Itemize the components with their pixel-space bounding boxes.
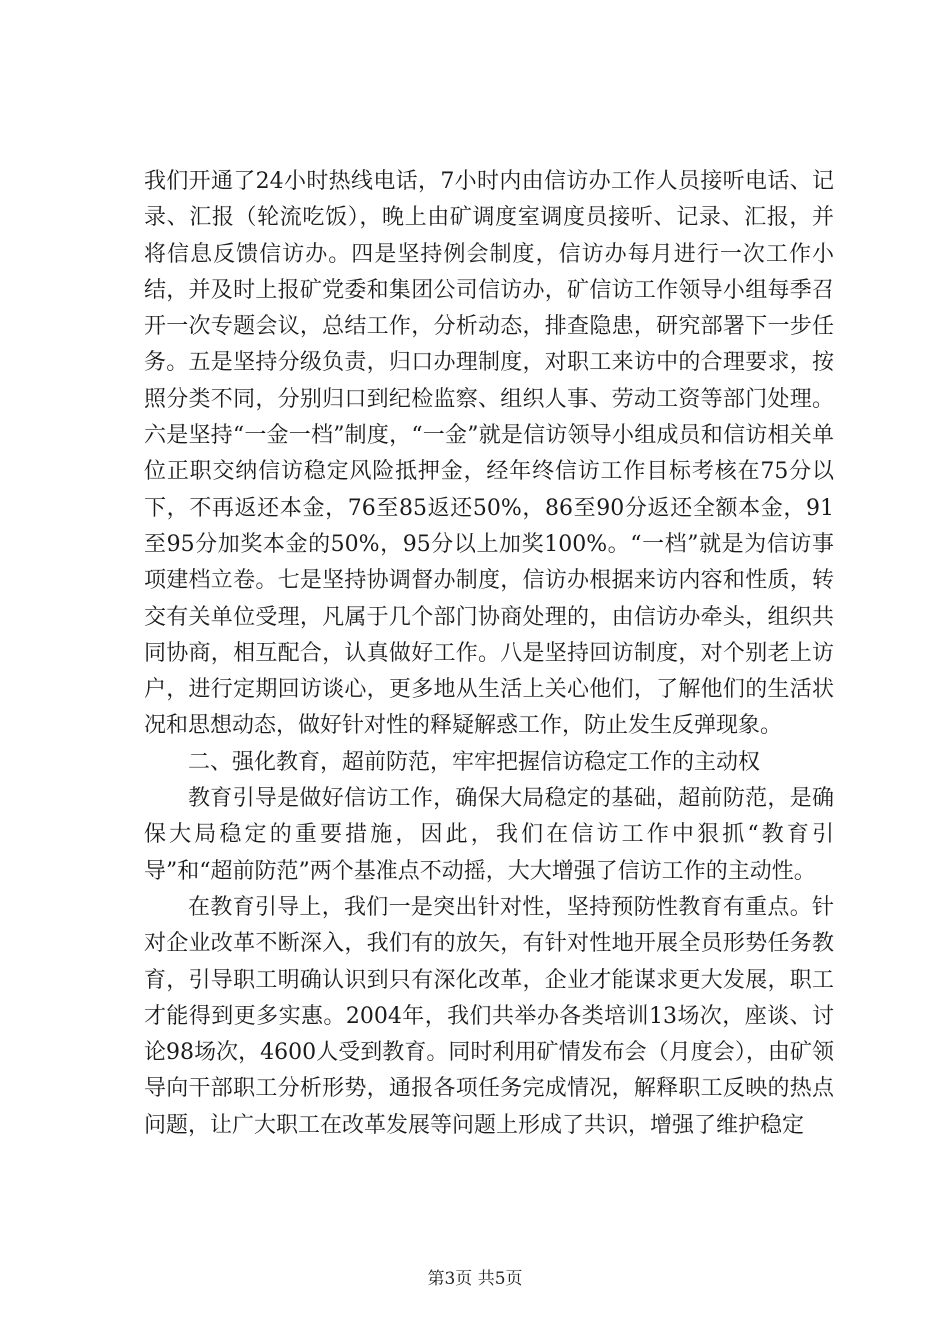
section-heading: 二、强化教育，超前防范，牢牢把握信访稳定工作的主动权 (188, 749, 761, 775)
page-number-footer: 第3页 共5页 (427, 1269, 523, 1289)
paragraph-2: 教育引导是做好信访工作，确保大局稳定的基础，超前防范，是确保大局稳定的重要措施，因此，我们在信访工作中狠抓“教育引导”和“超前防范”两个基准点不动摇，大大增强了信访工作的主动性。 (144, 786, 834, 884)
paragraph-1: 我们开通了24小时热线电话，7小时内由信访办工作人员接听电话、记录、汇报（轮流吃饭），晚上由矿调度室调度员接听、记录、汇报，并将信息反馈信访办。四是坚持例会制度，信访办每月进行一次工作小结，并及时上报矿党委和集团公司信访办，矿信访工作领导小组每季召开一次专题会议，总结工作，分析动态，排查隐患，研究部署下一步任务。五是坚持分级负责，归口办理制度，对职工来访中的合理要求，按照分类不同，分别归口到纪检监察、组织人事、劳动工资等部门处理。六是坚持“一金一档”制度，“一金”就是信访领导小组成员和信访相关单位正职交纳信访稳定风险抵押金，经年终信访工作目标考核在75分以下，不再返还本金，76至85返还50%，86至90分返还全额本金，91至95分加奖本金的50%，95分以上加奖100%。“一档”就是为信访事项建档立卷。七是坚持协调督办制度，信访办根据来访内容和性质，转交有关单位受理，凡属于几个部门协商处理的，由信访办牵头，组织共同协商，相互配合，认真做好工作。八是坚持回访制度，对个别老上访户，进行定期回访谈心，更多地从生活上关心他们，了解他们的生活状况和思想动态，做好针对性的释疑解惑工作，防止发生反弹现象。 (144, 169, 834, 739)
document-body (144, 164, 834, 1144)
paragraph-3: 在教育引导上，我们一是突出针对性，坚持预防性教育有重点。针对企业改革不断深入，我们有的放矢，有针对性地开展全员形势任务教育，引导职工明确认识到只有深化改革，企业才能谋求更大发展，职工才能得到更多实惠。2004年，我们共举办各类培训13场次，座谈、讨论98场次，4600人受到教育。同时利用矿情发布会（月度会），由矿领导向干部职工分析形势，通报各项任务完成情况，解释职工反映的热点问题，让广大职工在改革发展等问题上形成了共识，增强了维护稳定 (144, 894, 834, 1138)
